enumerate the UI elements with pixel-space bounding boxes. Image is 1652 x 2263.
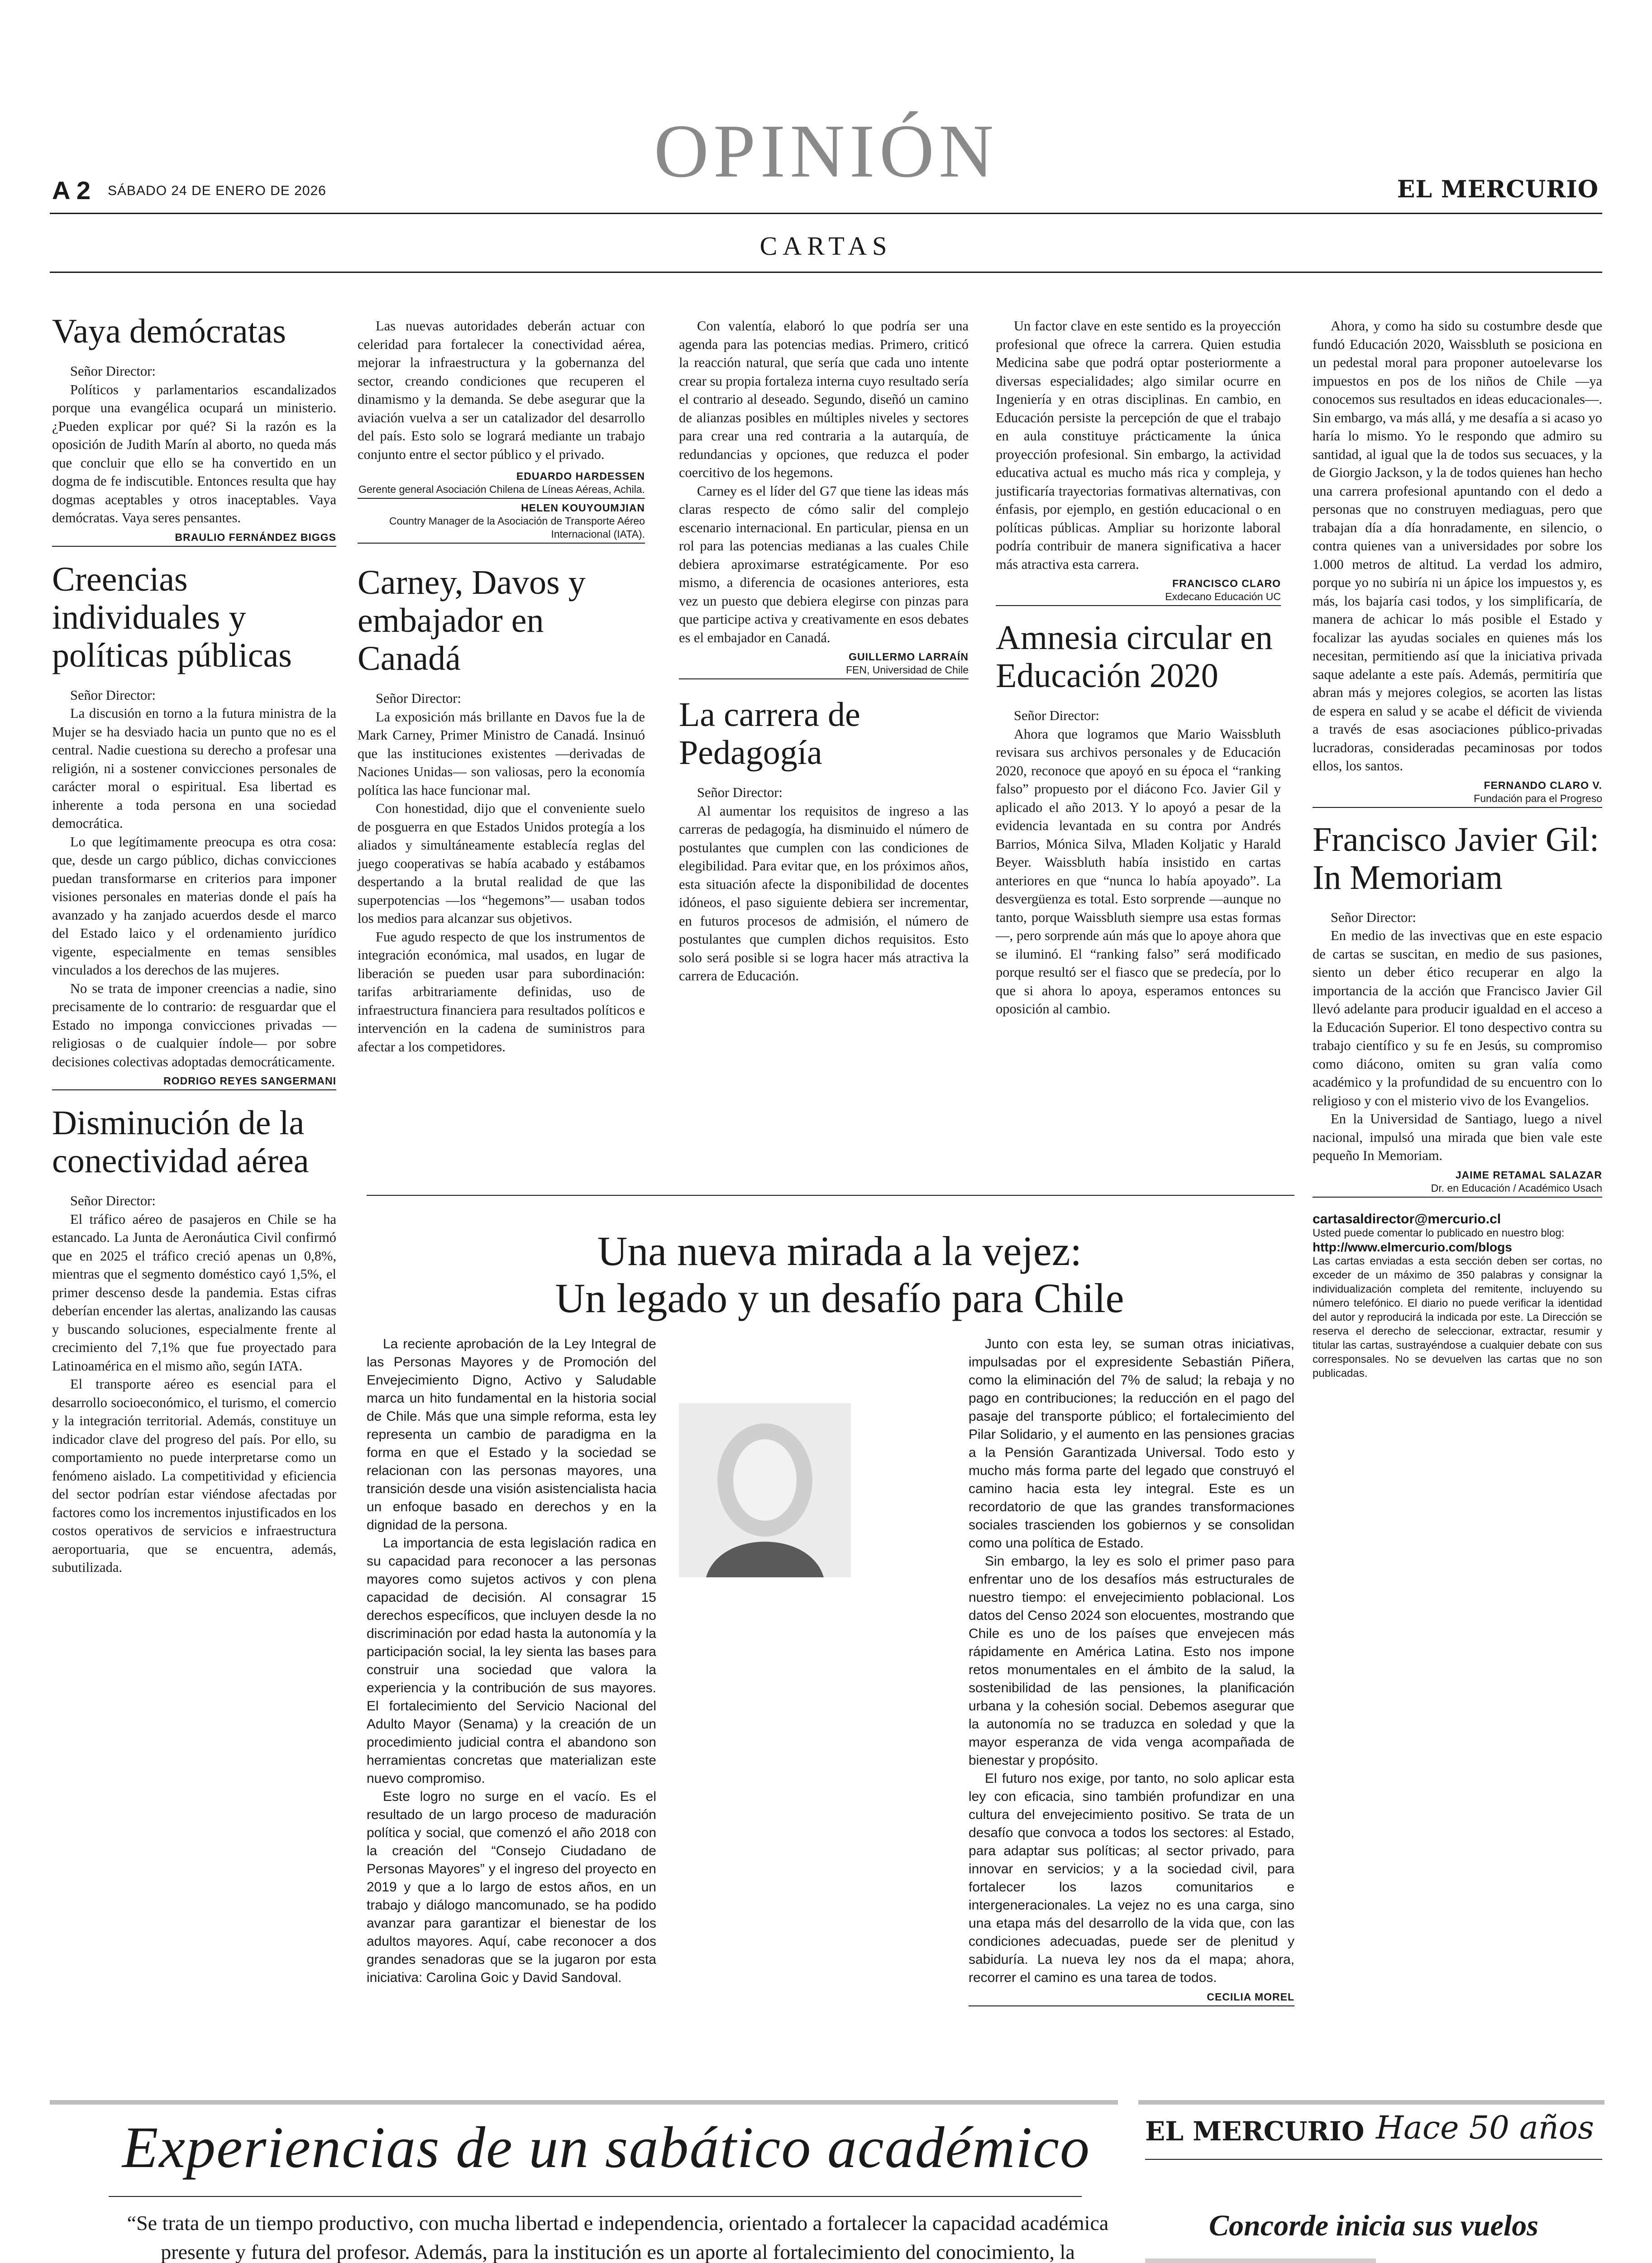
letter-paragraph: Un factor clave en este sentido es la proyección profesional que ofrece la carrera. Quien estudia Medicina sabe que podrá optar posteriormente a diversas especialidades; algo similar ocurre en Ingeniería y en otras disciplinas. En cambio, en Educación persiste la percepción de que el trabajo en aula constituye prácticamente la única proyección profesional. Sin embargo, la actividad educativa actual es mucho más rica y compleja, y justificaría trayectorias formativas alternativas, con énfasis, por ejemplo, en gestión educacional o en políticas públicas. Ampliar su horizonte laboral podría contribuir de manera significativa a hacer más atractiva esta carrera. <box>996 318 1281 572</box>
letter-paragraph: Con valentía, elaboró lo que podría ser una agenda para las potencias medias. Primero, criticó la reacción natural, que sería que cada uno intente crear su propia fortaleza interna cuyo resultado sería el contrario al deseado. Segundo, diseñó un camino de alianzas posibles en múltiples niveles y sectores para crear una red contraria a la autarquía, de redundancias y opciones, que reduzca el poder coercitivo de los hegemons. <box>679 318 969 480</box>
letter-salute: Señor Director: <box>70 687 156 703</box>
article-paragraph: Este logro no surge en el vacío. Es el resultado de un largo proceso de maduración política y social, que comenzó el año 2018 con la creación del “Consejo Ciudadano de Personas Mayores” y el ingreso del proyecto en 2019 y que a lo largo de estos años, en un trabajo y diálogo mancomunado, se ha podido avanzar para garantizar el bienestar de los adultos mayores. Aquí, cabe reconocer a dos grandes senadoras que se la jugaron por esta iniciativa: Carolina Goic y David Sandoval. <box>367 1789 656 1985</box>
sabatico-rule <box>109 2196 1082 2197</box>
letter-body: Políticos y parlamentarios escandalizados porque una evangélica ocupará un ministerio. ¿Pueden explicar por qué? Si la razón es la oposición de Judith Marín al aborto, no queda más que concluir que ello se ha convertido en un dogma de fe indiscutible. Entonces resulta que hay dogmas aceptables y otros inaceptables. Vaya demócratas. Vaya seres pensantes. <box>52 382 336 525</box>
hace50-top-band <box>1138 2100 1604 2105</box>
letter-title: Disminución de la conectividad aérea <box>52 1104 309 1180</box>
letter-paragraph: La exposición más brillante en Davos fue la de Mark Carney, Primer Ministro de Canadá. Insinuó que las instituciones existentes —derivadas de Naciones Unidas— son valiosas, pero la economía política las hace funcionar mal. <box>358 709 645 798</box>
concorde-svg <box>1145 2258 1376 2263</box>
letter-paragraph: Ahora que logramos que Mario Waissbluth revisara sus archivos personales y de Educación 2020, reconoce que apoyó en su época el “ranking falso” propuesto por el diácono Fco. Javier Gil y aplicado el año 2013. Y lo apoyó a pesar de la evidencia levantada en su contra por Andrés Barrios, Mónica Silva, Mladen Koljatic y Harald Beyer. Waissbluth había insistido en cartas anteriores en que “nunca lo había apoyado”. La desvergüenza es total. Esto sorprende —aunque no tanto, porque Waissbluth siempre usa estas formas—, pero sorprende aún más que lo apoye ahora que se iluminó. El “ranking falso” será modificado porque resultó ser el fiasco que se predecía, por lo que si ahora lo apoya, esperamos entonces su oposición al cambio. <box>996 726 1281 1017</box>
letter-paragraph: El tráfico aéreo de pasajeros en Chile se ha estancado. La Junta de Aeronáutica Civil confirmó que en 2025 el tráfico creció apenas un 0,8%, mientras que el segmento doméstico cayó 1,5%, el primer descenso desde la pandemia. Estas cifras deberían encender las alertas, analizando las causas y buscando soluciones, especialmente frente al crecimiento del 7,1% que fue proyectado para Latinoamérica en el mismo año, según IATA. <box>52 1211 336 1374</box>
letter-title: Vaya demócratas <box>52 312 286 350</box>
portrait-svg <box>679 1403 851 1577</box>
concorde-photo <box>1145 2258 1376 2263</box>
letter-paragraph: Con honestidad, dijo que el conveniente suelo de posguerra en que Estados Unidos protegía a los aliados y simultáneamente establecía reglas del juego cooperativas se había acabado y estábamos despertando a la brutal realidad de que las superpotencias —los “hegemons”— usaban todos los medios para alcanzar sus objetivos. <box>358 801 645 926</box>
contact-rules: Las cartas enviadas a esta sección deben ser cortas, no exceder de un máximo de 350 palabras y consignar la individualización completa del remitente, incluyendo su número telefónico. El diario no puede verificar la identidad del autor y reproducirá la indicada por este. La Dirección se reserva el derecho de seleccionar, extractar, resumir y titular las cartas, sustrayéndose a cualquier debate con sus corresponsales. No se devuelven las cartas que no son publicadas. <box>1313 1255 1602 1380</box>
letter-signature: RODRIGO REYES SANGERMANI <box>163 1075 336 1087</box>
letter-paragraph: Ahora, y como ha sido su costumbre desde que fundó Educación 2020, Waissbluth se posiciona en un pedestal moral para proponer autoelevarse los impuestos en pos de los niños de Chile —ya conocemos sus resultados en ideas educacionales—. Sin embargo, va más allá, y me desafía a si acaso yo haría lo mismo. Yo le respondo que admiro su santidad, al igual que la de todos sus secuaces, y la de Giorgio Jackson, y la de todos quienes han hecho una carrera profesional apuntando con el dedo a personas que no construyen mediaguas, pero que trabajan día a día honradamente, en silencio, o contra quienes van a universidades por sobre los 1.000 metros de altitud. La verdad los admiro, porque yo no subiría ni un ápice los impuestos y, es más, los bajaría casi todos, y los simplificaría, de manera de achicar lo más posible el Estado y focalizar las ayudas sociales en quienes más los necesitan, permitiendo así que la iniciativa privada saque adelante a este país. Además, permitiría que abran más y mejores colegios, se acorten las listas de espera en salud y se acabe el déficit de vivienda a través de esas asociaciones público-privadas lucradoras, consideradas pecaminosas por todos ellos, los santos. <box>1313 318 1602 773</box>
vejez-column-1 <box>367 1335 656 1987</box>
letter-salute: Señor Director: <box>376 691 461 706</box>
letter-paragraph: El transporte aéreo es esencial para el desarrollo socioeconómico, el turismo, el comercio y la integración territorial. Además, constituye un indicador clave del progreso del país. Por ello, su comportamiento no puede interpretarse como un fenómeno aislado. La competitividad y eficiencia del sector podrían estar viéndose afectadas por factores como los incrementos injustificados en los costos operativos de servicios e infraestructura aeroportuaria, que se encuentra, además, subutilizada. <box>52 1376 336 1575</box>
header-rule <box>50 213 1602 214</box>
letter-paragraph: En medio de las invectivas que en este espacio de cartas se suscitan, en medio de sus pasiones, siento un deber ético recuperar en algo la importancia de la acción que Francisco Javier Gil llevó adelante para producir igualdad en el acceso a la Educación Superior. El tono despectivo contra su trabajo científico y su fe en Jesús, su compromiso como diácono, omiten su gran valía como académico y la profundidad de su encuentro con lo religioso y con el misterio vivo de los Evangelios. <box>1313 928 1602 1108</box>
letter-paragraph: Carney es el líder del G7 que tiene las ideas más claras respecto de cómo salir del complejo escenario internacional. En particular, piensa en un rol para las potencias medianas a las cuales Chile debiera aproximarse estratégicamente. Por eso mismo, a diferencia de ocasiones anteriores, esta vez un puesto que debiera elegirse con pinzas para que participe activa y creativamente en esos debates es el embajador en Canadá. <box>679 483 969 645</box>
letters-column-2 <box>358 317 645 1056</box>
letters-column-3 <box>679 317 969 985</box>
letter-signature: FRANCISCO CLARO <box>1172 578 1281 589</box>
signature-role: FEN, Universidad de Chile <box>679 664 969 679</box>
letter-title: Creencias individuales y políticas públicas <box>52 560 292 674</box>
sabatico-top-band <box>50 2100 1118 2105</box>
signature-role: Exdecano Educación UC <box>996 590 1281 606</box>
letter-paragraph: No se trata de imponer creencias a nadie, sino precisamente de lo contrario: de resguardar que el Estado no imponga convicciones privadas —religiosas o de cualquier índole— por sobre decisiones colectivas adoptadas democráticamente. <box>52 980 336 1069</box>
letter-paragraph: En la Universidad de Santiago, luego a nivel nacional, impulsó una mirada que bien vale este pequeño In Memoriam. <box>1313 1111 1602 1163</box>
contact-blog-url[interactable]: http://www.elmercurio.com/blogs <box>1313 1240 1512 1254</box>
issue-date: SÁBADO 24 DE ENERO DE 2026 <box>108 183 326 198</box>
article-paragraph: Sin embargo, la ley es solo el primer paso para enfrentar uno de los desafíos más estructurales de nuestro tiempo: el envejecimiento poblacional. Los datos del Censo 2024 son elocuentes, mostrando que Chile es uno de los países que envejecen más rápidamente en América Latina. Esto nos impone retos monumentales en el ámbito de la salud, la sostenibilidad de las pensiones, la planificación urbana y la cohesión social. Debemos asegurar que la autonomía no se traduzca en soledad y que la mayor esperanza de vida venga acompañada de bienestar y propósito. <box>969 1554 1294 1768</box>
header-rule-bottom <box>50 272 1602 273</box>
contact-email[interactable]: cartasaldirector@mercurio.cl <box>1313 1211 1501 1227</box>
signature-role: Fundación para el Progreso <box>1313 792 1602 808</box>
letter-signature: EDUARDO HARDESSEN <box>516 470 645 482</box>
letter-signature: BRAULIO FERNÁNDEZ BIGGS <box>175 531 336 543</box>
hace50-brand: EL MERCURIO <box>1145 2116 1365 2147</box>
newspaper-brand: EL MERCURIO <box>1397 176 1599 203</box>
section-title: OPINIÓN <box>654 109 998 193</box>
signature-role: Dr. en Educación / Académico Usach <box>1313 1182 1602 1198</box>
letter-title: Francisco Javier Gil: In Memoriam <box>1313 820 1599 897</box>
vejez-column-2 <box>969 1335 1294 2006</box>
article-paragraph: Junto con esta ley, se suman otras iniciativas, impulsadas por el expresidente Sebastián Piñera, como la eliminación del 7% de salud; la rebaja y no pago en contribuciones; la reducción en el pago del pasaje del transporte público; el fortalecimiento del Pilar Solidario, y el aumento en las pensiones gracias a la Pensión Garantizada Universal. Todo esto y mucho más forma parte del legado que construyó el camino hacia esta ley integral. Este es un recordatorio de que las grandes transformaciones sociales trascienden los gobiernos y se consolidan como una política de Estado. <box>969 1337 1294 1551</box>
letter-title: Amnesia circular en Educación 2020 <box>996 619 1273 695</box>
sabatico-headline: Experiencias de un sabático académico <box>122 2115 1090 2180</box>
letter-salute: Señor Director: <box>70 363 156 379</box>
vejez-headline-line1: Una nueva mirada a la vejez: <box>597 1228 1082 1274</box>
article-paragraph: La reciente aprobación de la Ley Integral de las Personas Mayores y de Promoción del Envejecimiento Digno, Activo y Saludable marca un hito fundamental en la historia social de Chile. Más que una simple reforma, esta ley representa un cambio de paradigma en la forma en que el Estado y la sociedad se relacionan con las personas mayores, una transición desde una visión asistencialista hacia un enfoque basado en derechos y en la dignidad de la persona. <box>367 1337 656 1533</box>
hace50-rule <box>1145 2159 1602 2160</box>
article-paragraph: La importancia de esta legislación radica en su capacidad para reconocer a las personas mayores como sujetos activos y con plena capacidad de decisión. Al consagrar 15 derechos específicos, que incluyen desde la no discriminación por edad hasta la autonomía y la participación social, la ley sienta las bases para construir una sociedad que valora la experiencia y la contribución de sus mayores. El fortalecimiento del Servicio Nacional del Adulto Mayor (Senama) y la creación de un procedimiento judicial contra el abandono son herramientas concretas que materializan este nuevo compromiso. <box>367 1536 656 1786</box>
article-signature: CECILIA MOREL <box>1207 1991 1294 2003</box>
letter-salute: Señor Director: <box>70 1193 156 1208</box>
subsection-title: CARTAS <box>759 231 893 261</box>
signature-role: Country Manager de la Asociación de Transporte Aéreo Internacional (IATA). <box>358 515 645 544</box>
letter-salute: Señor Director: <box>1014 708 1099 723</box>
hace50-script: Hace 50 años <box>1376 2109 1594 2146</box>
letter-paragraph: Al aumentar los requisitos de ingreso a las carreras de pedagogía, ha disminuido el número de postulantes que cumplen con las condiciones de elegibilidad. Para evitar que, en los próximos años, esta situación afecte la disponibilidad de docentes idóneos, el paso siguiente debiera ser incrementar, en futuros procesos de admisión, el número de postulantes que cumplen dichos requisitos. Esto solo será posible si se logra hacer más atractiva la carrera de Educación. <box>679 803 969 983</box>
letter-title: La carrera de Pedagogía <box>679 696 860 772</box>
letter-salute: Señor Director: <box>1331 909 1416 925</box>
hace50-headline: Concorde inicia sus vuelos <box>1209 2209 1538 2242</box>
author-portrait-morel <box>679 1403 851 1577</box>
contact-box <box>1313 1212 1602 1380</box>
letter-title: Carney, Davos y embajador en Canadá <box>358 563 586 678</box>
letter-signature: JAIME RETAMAL SALAZAR <box>1455 1169 1602 1181</box>
letter-paragraph: Lo que legítimamente preocupa es otra cosa: que, desde un cargo público, dichas convicciones puedan transformarse en criterios para imponer visiones personales en materias donde el país ha avanzado y ha zanjado acuerdos desde el marco del Estado laico y el ordenamiento jurídico vigente, especialmente en temas sensibles vinculados a los derechos de las mujeres. <box>52 834 336 978</box>
letter-paragraph: Fue agudo respecto de que los instrumentos de integración económica, mal usados, en lugar de liberación se pueden usar para subordinación: tarifas arbitrariamente definidas, uso de infraestructura financiera para resultados políticos e intervención en la cadena de suministros para afectar a los competidores. <box>358 929 645 1055</box>
letter-paragraph: La discusión en torno a la futura ministra de la Mujer se ha desviado hacia un punto que no es el central. Nadie cuestiona su derecho a profesar una religión, ni a sostener convicciones personales de carácter moral o espiritual. Esa libertad es inherente a toda persona en una sociedad democrática. <box>52 706 336 831</box>
vejez-headline <box>371 1227 1308 1322</box>
vejez-headline-line2: Un legado y un desafío para Chile <box>555 1275 1124 1321</box>
letters-column-4 <box>996 317 1281 1018</box>
vejez-top-rule <box>367 1195 1294 1196</box>
letter-signature: GUILLERMO LARRAÍN <box>849 651 969 663</box>
article-paragraph: El futuro nos exige, por tanto, no solo aplicar esta ley con eficacia, sino también profundizar en una cultura del envejecimiento positivo. Se trata de un desafío que convoca a todos los sectores: al Estado, para adaptar sus políticas; al sector privado, para innovar en servicios; y a la sociedad civil, para fortalecer los lazos comunitarios e intergeneracionales. La vejez no es una carga, sino una etapa más del desarrollo de la vida que, con las condiciones adecuadas, puede ser de plenitud y sabiduría. La nueva ley nos da el mapa; ahora, recorrer el camino es una tarea de todos. <box>969 1771 1294 1985</box>
page-number: A 2 <box>52 176 91 205</box>
letter-paragraph: Las nuevas autoridades deberán actuar con celeridad para fortalecer la conectividad aérea, mejorar la infraestructura y la gobernanza del sector, creando condiciones que recuperen el dinamismo y la demanda. Se debe asegurar que la aviación vuelva a ser un catalizador del desarrollo del país. Esto solo se logrará mediante un trabajo conjunto entre el sector público y el privado. <box>358 318 645 462</box>
letters-column-5 <box>1313 317 1602 1380</box>
letter-salute: Señor Director: <box>697 785 783 800</box>
letter-signature: FERNANDO CLARO V. <box>1484 779 1602 791</box>
letters-column-1 <box>52 312 336 1577</box>
letter-signature: HELEN KOUYOUMJIAN <box>521 502 645 514</box>
signature-role: Gerente general Asociación Chilena de Líneas Aéreas, Achila. <box>358 483 645 499</box>
contact-blog-note: Usted puede comentar lo publicado en nuestro blog: <box>1313 1227 1565 1239</box>
sabatico-pull-quote: “Se trata de un tiempo productivo, con mucha libertad e independencia, orientado a fortalecer la capacidad académica presente y futura del profesor. Además, para la institución es un aporte al fortalecimiento del conocimiento, la <box>127 2211 1109 2263</box>
